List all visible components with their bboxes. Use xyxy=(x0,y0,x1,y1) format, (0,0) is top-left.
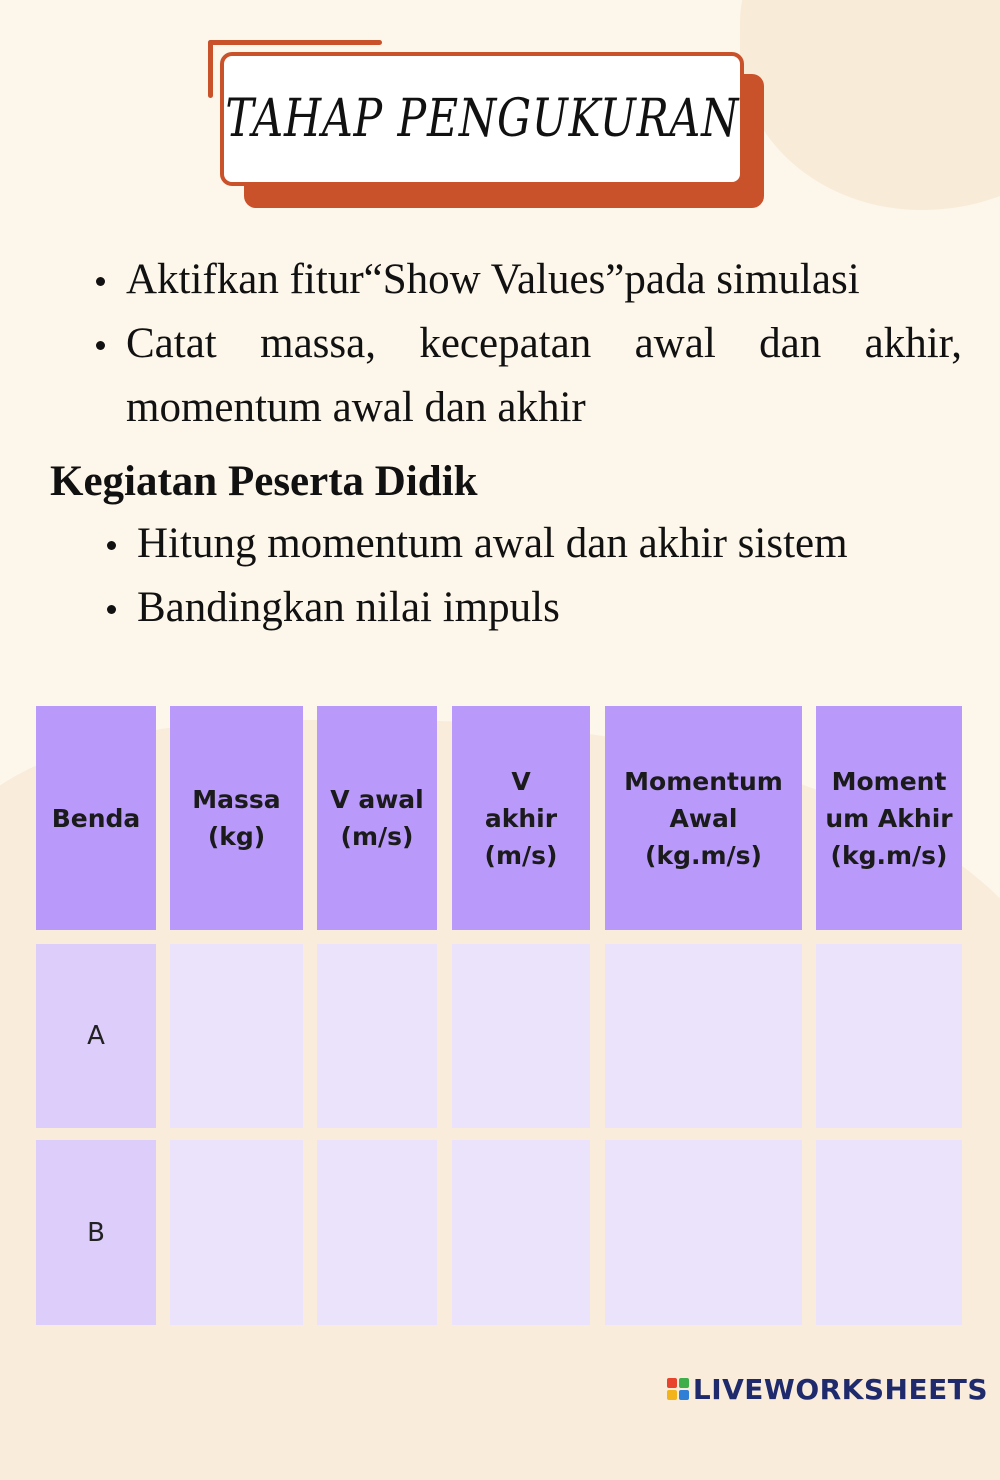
table-cell-v-akhir-input[interactable] xyxy=(452,944,590,1128)
activity-item: Hitung momentum awal dan akhir sistem xyxy=(137,512,957,576)
table-header-benda: Benda xyxy=(36,706,156,930)
decorative-blob-top-right xyxy=(740,0,1000,210)
table-header-v-akhir: V akhir (m/s) xyxy=(452,706,590,930)
table-cell-benda: B xyxy=(36,1140,156,1325)
brand-name: LIVEWORKSHEETS xyxy=(692,1372,988,1406)
table-cell-momentum-akhir-input[interactable] xyxy=(816,944,962,1128)
title-accent-line xyxy=(208,40,382,45)
instruction-item: Aktifkan fitur“Show Values”pada simulasi xyxy=(126,248,962,312)
title-card xyxy=(220,52,744,186)
table-cell-momentum-awal-input[interactable] xyxy=(605,944,802,1128)
activity-item: Bandingkan nilai impuls xyxy=(137,576,957,640)
instruction-item: Catat massa, kecepatan awal dan akhir, momentum awal dan akhir xyxy=(126,312,962,440)
table-header-massa: Massa (kg) xyxy=(170,706,303,930)
activity-list xyxy=(137,512,957,640)
table-header-v-awal: V awal (m/s) xyxy=(317,706,437,930)
table-cell-massa-input[interactable] xyxy=(170,1140,303,1325)
liveworksheets-logo-icon xyxy=(667,1378,689,1400)
table-cell-benda: A xyxy=(36,944,156,1128)
table-header-momentum-awal: Momentum Awal (kg.m/s) xyxy=(605,706,802,930)
title-accent-line-vertical xyxy=(208,40,213,98)
title-banner xyxy=(208,40,768,215)
section-heading: Kegiatan Peserta Didik xyxy=(50,458,478,505)
table-cell-v-akhir-input[interactable] xyxy=(452,1140,590,1325)
liveworksheets-brand xyxy=(667,1372,988,1406)
table-cell-momentum-akhir-input[interactable] xyxy=(816,1140,962,1325)
instruction-list xyxy=(126,248,962,440)
table-cell-v-awal-input[interactable] xyxy=(317,1140,437,1325)
page-title: TAHAP PENGUKURAN xyxy=(225,89,739,149)
table-cell-massa-input[interactable] xyxy=(170,944,303,1128)
table-header-momentum-akhir: Moment um Akhir (kg.m/s) xyxy=(816,706,962,930)
table-cell-v-awal-input[interactable] xyxy=(317,944,437,1128)
table-cell-momentum-awal-input[interactable] xyxy=(605,1140,802,1325)
